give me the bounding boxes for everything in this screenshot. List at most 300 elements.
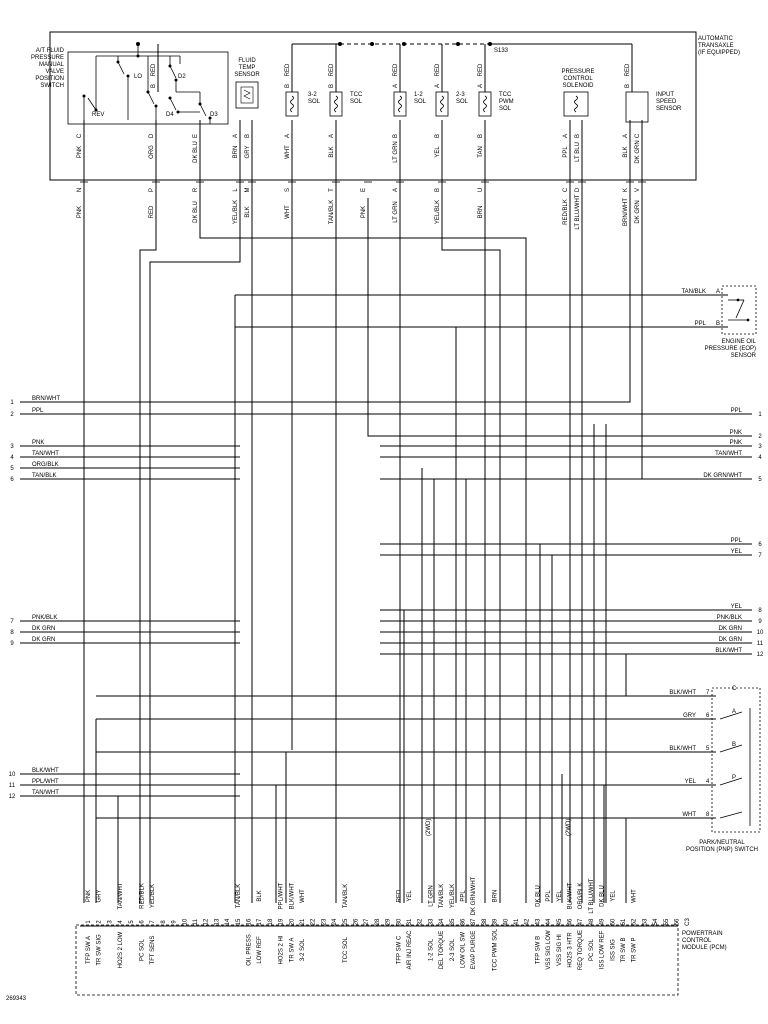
pnp-wire-number: 8 <box>706 812 710 818</box>
top-wire-color: RED <box>393 63 399 77</box>
pcm-pin-number: 44 <box>546 918 553 926</box>
right-wire-number: 11 <box>756 641 764 647</box>
eop-wire-pin: A <box>716 289 721 295</box>
top-wire-pin: B <box>151 83 157 89</box>
dynamic-left-wires <box>9 396 240 800</box>
d3-label: D3 <box>210 112 218 118</box>
pcm-pin-function: ISS SIG <box>610 939 617 961</box>
harness-pin: M <box>245 187 251 193</box>
sol23-label-1: 2-3 <box>456 92 465 98</box>
branch-lines <box>20 414 742 903</box>
figure-id: 269343 <box>6 996 27 1002</box>
left-wire-number: 11 <box>8 783 16 789</box>
sensor-pin-letter: B <box>478 133 484 139</box>
pcm-pin-number: 29 <box>385 918 392 926</box>
sensor-pin-letter: A <box>563 133 569 139</box>
pcm-pin-number: 7 <box>150 920 157 924</box>
soltcc-label-2: SOL <box>350 99 363 105</box>
box-wire-color: LT BLU <box>575 142 581 162</box>
left-wire-color: BRN/WHT <box>32 396 60 402</box>
transaxle-label <box>698 36 740 56</box>
dynamic-box-wires <box>77 120 642 198</box>
box-wire-color: YEL <box>435 146 441 158</box>
pcm-pin-number: 13 <box>214 918 221 926</box>
pcm-pin-wire: LT BLU/WHT <box>588 878 595 914</box>
pcm-pin-number: 36 <box>460 918 467 926</box>
sol23-label-2: SOL <box>456 99 469 105</box>
box-wire-color: TAN <box>478 146 484 158</box>
d2-label: D2 <box>178 74 186 80</box>
pcm-pin-function: TR SW A <box>289 937 296 963</box>
dynamic-pnp-wires <box>96 686 737 818</box>
harness-color: DK GRN <box>635 200 641 224</box>
pcm-pin-number: 2 <box>96 920 103 924</box>
harness-color: YEL/BLK <box>233 199 239 225</box>
pcm-pin-number: 41 <box>514 918 520 926</box>
harness-pin: L <box>233 188 239 192</box>
pcm-pin-number: 35 <box>449 918 456 926</box>
left-wire-color: BLK/WHT <box>32 768 59 774</box>
left-wire-color: PPL <box>32 408 44 414</box>
pcm-pin-function: PC SOL <box>588 938 595 962</box>
left-wire-color: PPL/WHT <box>32 779 59 785</box>
transaxle-label-2: TRANSAXLE <box>698 43 734 49</box>
pcm-pin-wire: ORG/BLK <box>578 882 585 910</box>
top-wire-pin: A <box>435 83 441 89</box>
harness-color: LT GRN <box>393 201 399 223</box>
pcm-pin-number: 56 <box>674 918 681 926</box>
harness-pin: A <box>393 187 399 193</box>
sol12-label-2: SOL <box>414 99 427 105</box>
pnp-wire-color: BLK/WHT <box>669 690 696 696</box>
pcm-pin-wire: BLK/WHT <box>567 882 574 910</box>
right-wire-color: PPL <box>730 538 742 544</box>
right-wire-number: 6 <box>758 542 762 548</box>
left-wire-number: 2 <box>10 412 14 418</box>
harness-pin: R <box>193 187 199 193</box>
pcm-pin-function: DEL TORQUE <box>439 930 446 970</box>
pcm-pin-function: LOW OIL SW <box>460 931 467 969</box>
top-wire-color: RED <box>478 63 484 77</box>
dynamic-top-pins <box>151 44 632 92</box>
pcm-pin-wire: PPL/WHT <box>278 882 285 910</box>
pnp-wire-color: WHT <box>682 812 696 818</box>
pcm-pin-wire: BLK <box>257 890 264 902</box>
pcm-pin-number: 53 <box>642 918 649 926</box>
pcm-pin-wire: TAN/BLK <box>235 883 242 909</box>
pcm-pin-number: 22 <box>310 918 317 926</box>
left-wire-number: 5 <box>10 466 14 472</box>
left-wire-color: DK GRN <box>32 637 56 643</box>
pnp-label <box>686 840 758 853</box>
pcm-pin-function: TFP SW C <box>396 935 403 965</box>
box-wire-pin: E <box>193 133 199 139</box>
harness-color: YEL/BLK <box>435 199 441 225</box>
pcm-pin-wire: WHT <box>300 889 306 903</box>
harness-pin: B <box>435 187 441 193</box>
solenoids <box>286 92 648 122</box>
eop-wire-color: PPL <box>694 321 706 327</box>
top-wire-color: RED <box>285 63 291 77</box>
left-wire-number: 12 <box>8 794 16 800</box>
pcm-pin-number: 15 <box>235 918 242 926</box>
fluid-temp-sensor <box>236 82 258 108</box>
top-wire-color: RED <box>151 63 157 77</box>
dynamic-harness <box>77 182 646 230</box>
left-wire-color: TAN/WHT <box>32 451 59 457</box>
box-wire-color: ORG <box>149 145 155 159</box>
pcm-label-3: MODULE (PCM) <box>682 945 727 951</box>
right-wire-number: 8 <box>758 608 762 614</box>
eop-wire-pin: B <box>716 321 721 327</box>
right-wire-number: 7 <box>758 553 762 559</box>
box-wire-color: PNK <box>77 145 83 159</box>
pcm-pin-function: VSS SIG LOW <box>546 930 553 970</box>
box-wire-color: WHT <box>285 145 291 159</box>
harness-pin: P <box>149 187 155 193</box>
pcm-pin-number: 34 <box>439 918 446 926</box>
pcm-pin-number: 33 <box>428 918 435 926</box>
sensor-pin-letter: A <box>233 133 239 139</box>
right-wire-number: 4 <box>758 455 762 461</box>
right-wire-number: 12 <box>756 652 764 658</box>
right-wire-color: DK GRN/WHT <box>703 473 742 479</box>
pcm-pin-wire: PNK <box>86 889 92 903</box>
harness-color: PNK <box>361 205 367 219</box>
top-wire-color: RED <box>625 63 631 77</box>
right-wire-number: 2 <box>758 434 762 440</box>
pcm-pin-wire: YEL <box>610 890 617 902</box>
harness-pin: D <box>575 187 581 193</box>
sensor-pin-letter: C <box>635 133 641 139</box>
af-switch-label <box>31 48 65 89</box>
pcm-pin-number: 50 <box>610 918 617 926</box>
box-wire-color: BRN <box>233 145 239 159</box>
pcm-pin-function: AIR INJ REAC <box>407 930 413 970</box>
right-wire-color: TAN/WHT <box>715 451 742 457</box>
harness-pin: K <box>623 187 629 193</box>
left-wire-color: PNK/BLK <box>32 615 58 621</box>
pcm-pin-function: 2-3 SOL <box>449 938 456 962</box>
pcm-pin-function: TR SW B <box>621 937 627 963</box>
af-label-2: PRESSURE <box>30 55 64 61</box>
pcm-pin-wire: LT GRN <box>428 885 435 907</box>
pcm-pin-number: 43 <box>535 918 542 926</box>
harness-pin: V <box>635 187 641 193</box>
pcm-pin-function: TFT SENS <box>150 935 157 965</box>
soltccpwm-label-3: SOL <box>499 106 512 112</box>
pcm-pin-number: 12 <box>203 918 210 926</box>
left-wire-number: 9 <box>10 641 14 647</box>
right-wire-color: PNK <box>729 440 742 446</box>
pcm-pin-number: 55 <box>663 918 670 926</box>
pcm-pin-number: 52 <box>631 918 638 926</box>
sensor-pin-letter: A <box>623 133 629 139</box>
pnp-wire-color: YEL <box>684 779 696 785</box>
pcm-pin-number: 42 <box>524 918 531 926</box>
pcm-pin-wire: BLK/WHT <box>289 882 296 910</box>
trunk-lines <box>20 198 721 903</box>
top-wire-pin: B <box>329 83 335 89</box>
left-wire-color: TAN/BLK <box>32 473 57 479</box>
harness-color: BLK <box>245 206 251 218</box>
af-label-6: SWITCH <box>40 83 64 89</box>
box-wire-color: DK BLU <box>193 141 199 163</box>
af-label-3: MANUAL <box>38 62 64 68</box>
eop-label <box>705 339 757 359</box>
harness-color: BRN <box>478 205 484 219</box>
pcm-pin-wire: DK BLU <box>535 885 542 907</box>
right-wire-number: 5 <box>758 477 762 483</box>
pnp-wire-number: 4 <box>706 779 710 785</box>
pcm-pin-function: TCC SOL <box>342 936 349 964</box>
dynamic-right-wires <box>380 408 764 658</box>
eop-contacts <box>728 300 748 320</box>
pnp-wire-color: GRY <box>683 713 696 719</box>
soltccpwm-label-2: PWM <box>499 99 514 105</box>
note-2wd-a: (2WD) <box>426 818 432 836</box>
harness-color: LT BLU/WHT <box>575 194 581 230</box>
pcsol-label-2: CONTROL <box>563 76 593 82</box>
pnp-contact-letter: C <box>732 686 737 692</box>
pcm-pin-function: 3-2 SOL <box>300 938 306 962</box>
harness-pin: N <box>77 187 83 193</box>
pcm-pin-number: 26 <box>353 918 360 926</box>
pcm-pin-wire: YEL <box>556 890 563 902</box>
iss-label-3: SENSOR <box>656 106 682 112</box>
pcsol-label-3: SOLENOID <box>562 83 594 89</box>
right-wire-number: 3 <box>758 444 762 450</box>
pcm-pin-wire: TAN/BLK <box>439 883 446 909</box>
ft-label-1: FLUID <box>238 58 256 64</box>
harness-color: RED/BLK <box>563 199 569 225</box>
pnp-label-2: POSITION (PNP) SWITCH <box>686 847 758 853</box>
pcm-pin-number: 38 <box>481 918 488 926</box>
eop-label-3: SENSOR <box>730 353 756 359</box>
dynamic-pcm-pins <box>86 876 691 971</box>
sensor-pin-letter: B <box>435 133 441 139</box>
pcm-pin-number: 9 <box>171 920 178 924</box>
pcm-pin-number: 17 <box>257 918 264 926</box>
pcm-pin-wire: YEL <box>407 890 413 902</box>
right-wire-color: PNK <box>729 430 742 436</box>
box-wire-pin: D <box>149 133 155 139</box>
pcm-pin-function: TFP SW B <box>535 935 542 965</box>
pcm-pin-wire: RED/BLK <box>139 883 146 909</box>
af-label-5: POSITION <box>35 76 64 82</box>
pcm-pin-number: 28 <box>374 918 381 926</box>
pcm-pin-number: 21 <box>300 918 306 926</box>
top-wire-pin: A <box>393 83 399 89</box>
harness-color: BRN/WHT <box>623 198 629 226</box>
pcm-pin-number: 51 <box>621 918 627 926</box>
pcm-pin-number: 11 <box>193 918 199 926</box>
box-wire-color: PPL <box>563 146 569 158</box>
pcm-pin-number: 27 <box>364 918 371 926</box>
right-wire-color: DK GRN <box>718 637 742 643</box>
pcm-pin-wire: TAN/BLK <box>342 883 349 909</box>
left-wire-color: ORG/BLK <box>32 462 59 468</box>
pcm-pin-wire: GRY <box>96 889 103 903</box>
pcm-pin-function: LOW REF <box>257 936 264 964</box>
pcm-label-1: POWERTRAIN <box>682 931 723 937</box>
left-wire-number: 6 <box>10 477 14 483</box>
pnp-wire-number: 5 <box>706 746 710 752</box>
pcm-pin-number: 45 <box>556 918 563 926</box>
harness-color: RED <box>149 205 155 219</box>
eop-wire-color: TAN/BLK <box>681 289 706 295</box>
pcm-pin-number: 37 <box>471 918 478 926</box>
harness-pin: C <box>563 187 569 193</box>
pcm-pin-number: 5 <box>128 920 135 924</box>
pnp-contact-letter: A <box>732 709 737 715</box>
right-wire-number: 1 <box>758 412 762 418</box>
pcm-pin-wire: YEL/BLK <box>150 883 157 909</box>
pnp-contacts <box>720 708 750 826</box>
left-wire-number: 7 <box>10 619 14 625</box>
pcm-pin-wire: BRN <box>492 889 499 903</box>
eop-label-2: PRESSURE (EOP) <box>704 346 756 352</box>
pcm-pin-function: TFP SW A <box>86 936 92 964</box>
note-2wd-b: (2WD) <box>566 818 572 836</box>
pcm-pin-function: 1-2 SOL <box>428 938 435 962</box>
left-wire-color: PNK <box>32 440 45 446</box>
transaxle-label-3: (IF EQUIPPED) <box>698 50 741 56</box>
right-wire-color: PPL <box>730 408 742 414</box>
pcm-pin-number: 48 <box>588 918 595 926</box>
pcm-pin-number: 14 <box>225 918 232 926</box>
sensor-pin-letter: B <box>245 133 251 139</box>
pcm-label <box>682 931 727 951</box>
pcm-pin-number: 32 <box>417 918 424 926</box>
dynamic-sensor-pins <box>233 133 641 138</box>
pcm-pin-number: 31 <box>407 918 413 926</box>
harness-pin: S <box>285 187 291 193</box>
pcm-pin-number: 18 <box>267 918 274 926</box>
pcm-pin-number: 39 <box>492 918 499 926</box>
harness-pin: T <box>329 188 335 192</box>
right-wire-color: DK GRN <box>718 626 742 632</box>
pcm-pin-number: 24 <box>332 918 339 926</box>
pcm-label-2: CONTROL <box>682 938 712 944</box>
pcm-pin-function: OIL PRESS <box>246 934 253 966</box>
pcm-pin-wire: WHT <box>631 889 638 903</box>
dynamic-eop-wires <box>235 289 728 327</box>
pcm-pin-number: 4 <box>118 920 125 924</box>
pcm-pin-function: HO2S 2 LOW <box>118 931 125 969</box>
left-wire-number: 4 <box>10 455 14 461</box>
soltcc-label-1: TCC <box>350 92 363 98</box>
right-wire-number: 10 <box>756 630 764 636</box>
pcm-pin-function: HO2S 2 HI <box>278 935 285 965</box>
pcm-pin-wire: DK BLU <box>599 885 606 907</box>
harness-pin: U <box>478 187 484 193</box>
iss-label-2: SPEED <box>656 99 677 105</box>
d4-label: D4 <box>166 112 174 118</box>
pcm-pin-function: TR SW SIG <box>96 934 103 966</box>
splice-label: S133 <box>494 48 509 54</box>
pnp-wire-number: 6 <box>706 713 710 719</box>
sol32-label-2: SOL <box>308 99 321 105</box>
pcm-pin-number: 54 <box>653 918 660 926</box>
left-wire-color: DK GRN <box>32 626 56 632</box>
pcm-pin-wire: PPL <box>546 890 553 902</box>
pcm-pin-number: 25 <box>342 918 349 926</box>
ft-label-2: TEMP <box>238 65 256 71</box>
pcm-pin-number: 40 <box>503 918 510 926</box>
harness-pin: E <box>361 187 367 193</box>
pnp-contact-letter: P <box>732 775 737 781</box>
pcm-pin-wire: DK GRN/WHT <box>471 876 478 916</box>
top-wire-pin: A <box>478 83 484 89</box>
pcm-pin-function: ISS LOW REF <box>599 930 606 970</box>
right-wire-color: YEL <box>730 604 742 610</box>
eop-label-1: ENGINE OIL <box>721 339 756 345</box>
pcm-pin-function: TCC PWM SOL <box>492 928 499 972</box>
box-wire-color: BLK <box>329 146 335 158</box>
pcm-pin-number: 49 <box>599 918 606 926</box>
top-wire-color: RED <box>329 63 335 77</box>
pcm-pin-wire: PPL <box>460 890 467 902</box>
pcm-pin-number: 16 <box>246 918 253 926</box>
left-wire-number: 8 <box>10 630 14 636</box>
pcm-pin-number: 30 <box>396 918 403 926</box>
pnp-wire-number: 7 <box>706 690 710 696</box>
right-wire-number: 9 <box>758 619 762 625</box>
pcm-pin-number: 3 <box>107 920 114 924</box>
rev-label: REV <box>92 112 105 118</box>
switch-labels <box>92 74 218 118</box>
pcm-pin-wire: YEL/BLK <box>449 883 456 909</box>
sensor-pin-letter: B <box>393 133 399 139</box>
top-wire-pin: B <box>625 83 631 89</box>
pcm-pin-number: 23 <box>321 918 328 926</box>
pcm-pin-function: PC SOL <box>139 938 146 962</box>
pcm-pin-number: 8 <box>160 920 167 924</box>
right-wire-color: YEL <box>730 549 742 555</box>
pcm-pin-number: 6 <box>139 920 146 924</box>
pnp-wire-color: BLK/WHT <box>669 746 696 752</box>
transaxle-box <box>50 32 696 180</box>
pcm-pin-function: VSS SIG HI <box>556 934 563 966</box>
box-wire-color: GRY <box>245 145 251 159</box>
pcm-pin-function: EVAP PURGE <box>471 930 478 970</box>
pcm-pin-function: TR SW P <box>631 937 638 963</box>
pcm-pin-number: C3 <box>685 918 692 926</box>
harness-color: PNK <box>77 205 83 219</box>
right-wire-color: BLK/WHT <box>715 648 742 654</box>
top-wire-color: RED <box>435 63 441 77</box>
pcm-pin-function: HO2S 3 HTR <box>567 932 574 968</box>
pcm-pin-wire: TAN/WHT <box>118 882 125 910</box>
sensor-pin-letter: A <box>285 133 291 139</box>
top-wire-pin: B <box>285 83 291 89</box>
pcm-pin-number: 19 <box>278 918 285 926</box>
harness-color: TAN/BLK <box>329 199 335 225</box>
sensor-pin-letter: B <box>575 133 581 139</box>
sensor-pin-letter: A <box>329 133 335 139</box>
pcm-pin-number: 47 <box>578 918 585 926</box>
soltccpwm-label-1: TCC <box>499 92 512 98</box>
right-wire-color: PNK/BLK <box>716 615 742 621</box>
lo-label: LO <box>134 74 143 80</box>
pnp-contact-letter: B <box>732 742 737 748</box>
box-wire-color: DK GRN <box>635 140 641 164</box>
transaxle-label-1: AUTOMATIC <box>698 36 733 42</box>
pcm-pin-number: 20 <box>289 918 296 926</box>
pcm-pin-number: 10 <box>182 918 189 926</box>
left-wire-color: TAN/WHT <box>32 790 59 796</box>
